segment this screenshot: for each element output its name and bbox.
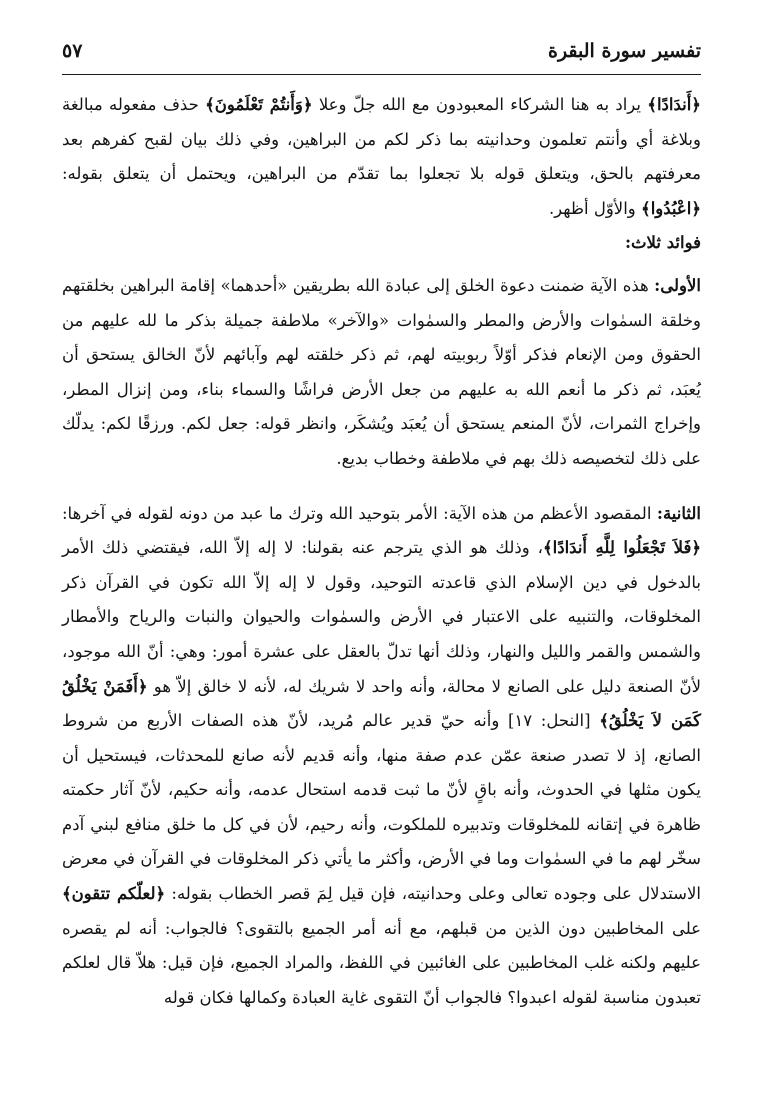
paragraph-text: هذه الآية ضمنت دعوة الخلق إلى عبادة الله بطريقين «أحدهما» إقامة البراهين بخلقتهم وخلقة السمٰوات والأرض والمطر والسمٰوات «والآخر» ملاطفة جميلة بذكر ما لله عليهم من الحقوق ومن الإنعام فذكر أوّلاً ربوبيته لهم، ثم ذكر خلقته لهم وآبائهم لأنّ الخالق يستحق أن يُعبَد، ثم ذكر ما أنعم الله به عليهم من جعل الأرض فراشًا والسماء بناء، ومن إنزال المطر، وإخراج الثمرات، لأنّ المنعم يستحق أن يُعبَد ويُشكَر، وانظر قوله: جعل لكم. ورزقًا لكم: يدلّك على ذلك لتخصيصه ذلك بهم في ملاطفة وخطاب بديع. — [62, 275, 701, 468]
paragraph-text: حذف مفعوله مبالغة وبلاغة أي وأنتم تعلمون وحدانيته بما ذكر لكم من البراهين، وفي ذلك بيان لقبح كفرهم بعد معرفتهم بالحق، ويتعلق قوله بلا تجعلوا بما تقدّم من البراهين، ويحتمل أن يتعلق بقوله: — [62, 95, 701, 184]
quran-quote: ﴿فَلاَ تَجْعَلُوا لِلَّهِ أَندَادًا﴾ — [543, 538, 701, 558]
paragraph-text: والأوّل أظهر. — [548, 198, 642, 218]
section-heading: فوائد ثلاث: — [624, 233, 701, 253]
header-rule — [62, 74, 701, 75]
running-header — [62, 34, 701, 72]
quran-quote: ﴿أَفَمَنْ يَخْلُقُ كَمَن لاَ يَخْلُقُ﴾ — [62, 676, 701, 731]
benefit-label: الثانية: — [656, 503, 701, 523]
quran-quote: ﴿أَندَادًا﴾ — [647, 95, 701, 114]
benefit-label: الأولى: — [654, 275, 701, 295]
paragraph-first-benefit — [62, 269, 701, 477]
paragraph-text: [النحل: ١٧] وأنه حيّ قدير عالم مُريد، لأنّ هذه الصفات الأربع من شروط الصانع، إذ لا تصدر صنعة عمّن عدم صفة منها، وأنه قديم لأنه صانع للمحدثات، فيستحيل أن يكون مثلها في الحدوث، وأنه باقٍ لأنّ ما ثبت قدمه استحال عدمه، وأنه حكيم، لأنّ آثار حكمته ظاهرة في إتقانه للمخلوقات وتدبيره للملكوت، وأنه رحيم، لأن في كل ما خلق منافع لبني آدم سخّر لهم ما في السمٰوات وما في الأرض، وأكثر ما يأتي ذكر المخلوقات في القرآن في معرض الاستدلال على وجوده تعالى وعلى وحدانيته، فإن قيل لِمَ قصر الخطاب بقوله: — [62, 711, 701, 904]
quran-quote: ﴿وَأَنتُمْ تَعْلَمُونَ﴾ — [205, 95, 313, 114]
quran-quote: ﴿اعْبُدُوا﴾ — [641, 198, 701, 218]
body-text — [62, 88, 701, 1015]
page-number: ٥٧ — [62, 40, 83, 62]
paragraph-text: على المخاطبين دون الذين من قبلهم، مع أنه أمر الجميع بالتقوى؟ فالجواب: أنه لم يقصره عليهم ولكنه غلب المخاطبين على الغائبين في اللفظ، والمراد الجميع، فإن قيل: هلاّ قال لعلكم تعبدون مناسبة لقوله اعبدوا؟ فالجواب أنّ التقوى غاية العبادة وكمالها فكان قوله — [62, 918, 701, 1007]
paragraph-text: يراد به هنا الشركاء المعبودون مع الله جلّ وعلا — [312, 95, 648, 114]
paragraph-text: المقصود الأعظم من هذه الآية: الأمر بتوحيد الله وترك ما عبد من دونه لقوله في آخرها: — [62, 503, 657, 523]
paragraph-text: ، وذلك هو الذي يترجم عنه بقولنا: لا إله إلاّ الله، فيقتضي ذلك الأمر بالدخول في دين الإسلام الذي قاعدته التوحيد، وقول لا إله إلاّ الله تكون في القرآن ذكر المخلوقات، والتنبيه على الاعتبار في الأرض والسمٰوات والحيوان والنبات والرياح والأمطار والشمس والقمر والليل والنهار، وذلك أنها تدلّ بالعقل على عشرة أمور: وهي: أنّ الله موجود، لأنّ الصنعة دليل على الصانع لا محالة، وأنه واحد لا شريك له، لأنه لا خالق إلاّ هو — [62, 538, 701, 696]
quran-quote: ﴿لعلّكم تتقون﴾ — [62, 884, 166, 904]
paragraph-andad — [62, 88, 701, 226]
running-title: تفسير سورة البقرة — [547, 40, 701, 62]
paragraph-second-benefit — [62, 497, 701, 1016]
